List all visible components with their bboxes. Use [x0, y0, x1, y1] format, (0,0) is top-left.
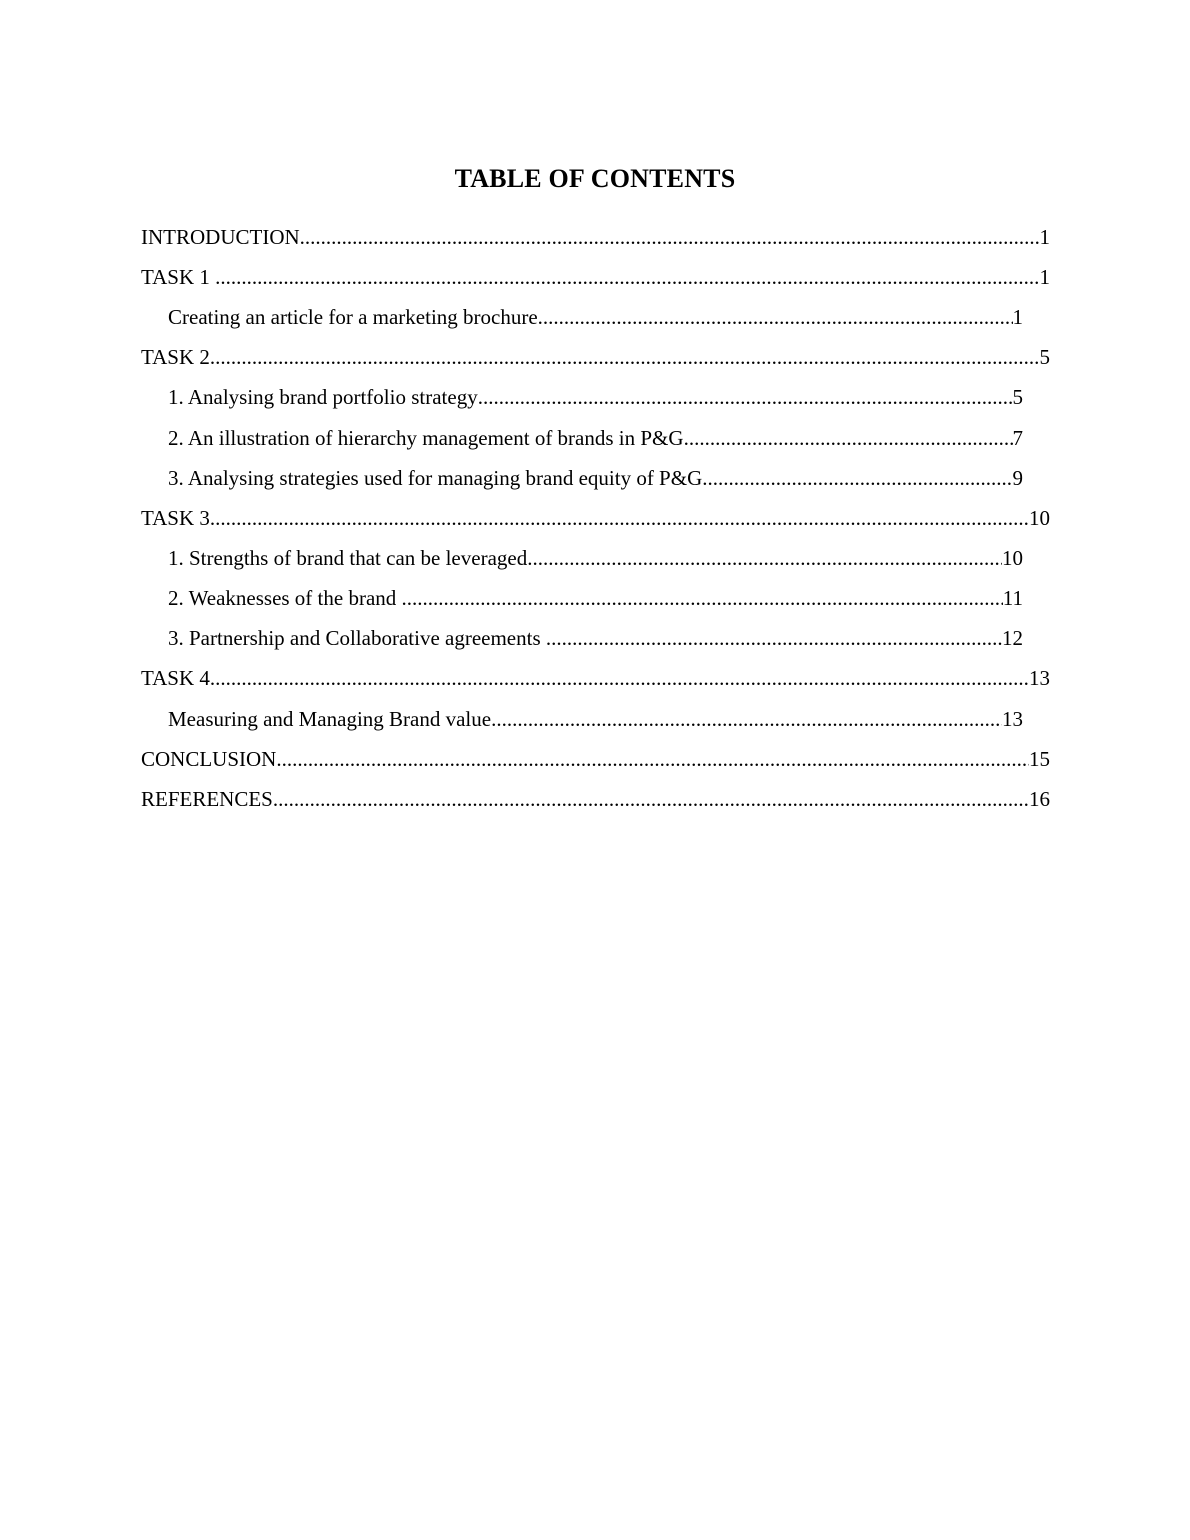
dot-leader: [300, 223, 1040, 251]
toc-entry-weaknesses[interactable]: [168, 584, 1023, 612]
dot-leader: [538, 303, 1013, 331]
toc-page-number: 12: [1002, 626, 1023, 650]
dot-leader: [402, 584, 1003, 612]
toc-page-number: 13: [1029, 666, 1050, 690]
dot-leader: [210, 343, 1040, 371]
toc-entry-label: TASK 2: [141, 345, 210, 369]
toc-page-number: 9: [1012, 466, 1023, 490]
dot-leader: [210, 664, 1029, 692]
toc-entry-introduction[interactable]: [141, 223, 1050, 251]
toc-page-number: 16: [1029, 787, 1050, 811]
toc-page-number: 11: [1002, 586, 1023, 610]
toc-entry-brand-equity[interactable]: [168, 464, 1023, 492]
toc-page-number: 13: [1002, 707, 1023, 731]
toc-entry-brand-value[interactable]: [168, 705, 1023, 733]
dot-leader: [478, 383, 1013, 411]
toc-entry-task-4[interactable]: [141, 664, 1050, 692]
toc-title: TABLE OF CONTENTS: [454, 164, 736, 193]
dot-leader: [276, 745, 1029, 773]
toc-entry-label: REFERENCES: [141, 787, 273, 811]
dot-leader: [527, 544, 1002, 572]
toc-entry-label: 2. Weaknesses of the brand: [168, 586, 402, 610]
toc-entry-task-2[interactable]: [141, 343, 1050, 371]
toc-page-number: 7: [1012, 426, 1023, 450]
toc-entry-references[interactable]: [141, 785, 1050, 813]
toc-entry-label: CONCLUSION: [141, 747, 277, 771]
toc-entry-conclusion[interactable]: [141, 745, 1050, 773]
toc-entry-label: 1. Analysing brand portfolio strategy: [168, 385, 478, 409]
toc-page-number: 1: [1039, 225, 1050, 249]
toc-entry-task-1[interactable]: [141, 263, 1050, 291]
toc-entry-label: 3. Analysing strategies used for managing brand equity of P&G: [168, 466, 703, 490]
toc-page-number: 1: [1012, 305, 1023, 329]
toc-entry-hierarchy-management[interactable]: [168, 424, 1023, 452]
toc-page-number: 10: [1029, 506, 1050, 530]
toc-entry-marketing-brochure[interactable]: [168, 303, 1023, 331]
toc-entry-partnership[interactable]: [168, 624, 1023, 652]
toc-entry-label: TASK 4: [141, 666, 210, 690]
toc-entry-label: TASK 1: [141, 265, 216, 289]
toc-entry-label: 2. An illustration of hierarchy management of brands in P&G: [168, 426, 684, 450]
dot-leader: [215, 263, 1039, 291]
toc-page-number: 10: [1002, 546, 1023, 570]
toc-entry-label: 3. Partnership and Collaborative agreements: [168, 626, 546, 650]
dot-leader: [684, 424, 1013, 452]
toc-entry-label: Measuring and Managing Brand value: [168, 707, 492, 731]
toc-entry-task-3[interactable]: [141, 504, 1050, 532]
toc-page-number: 1: [1039, 265, 1050, 289]
toc-page-number: 5: [1039, 345, 1050, 369]
dot-leader: [491, 705, 1002, 733]
toc-entry-brand-portfolio[interactable]: [168, 383, 1023, 411]
toc-entry-label: 1. Strengths of brand that can be leveraged: [168, 546, 528, 570]
toc-entry-label: INTRODUCTION: [141, 225, 300, 249]
toc-page-number: 5: [1012, 385, 1023, 409]
toc-entry-label: TASK 3: [141, 506, 210, 530]
dot-leader: [210, 504, 1029, 532]
dot-leader: [273, 785, 1029, 813]
toc-entry-strengths[interactable]: [168, 544, 1023, 572]
dot-leader: [702, 464, 1012, 492]
toc-page-number: 15: [1029, 747, 1050, 771]
toc-entry-label: Creating an article for a marketing brochure: [168, 305, 538, 329]
dot-leader: [546, 624, 1002, 652]
